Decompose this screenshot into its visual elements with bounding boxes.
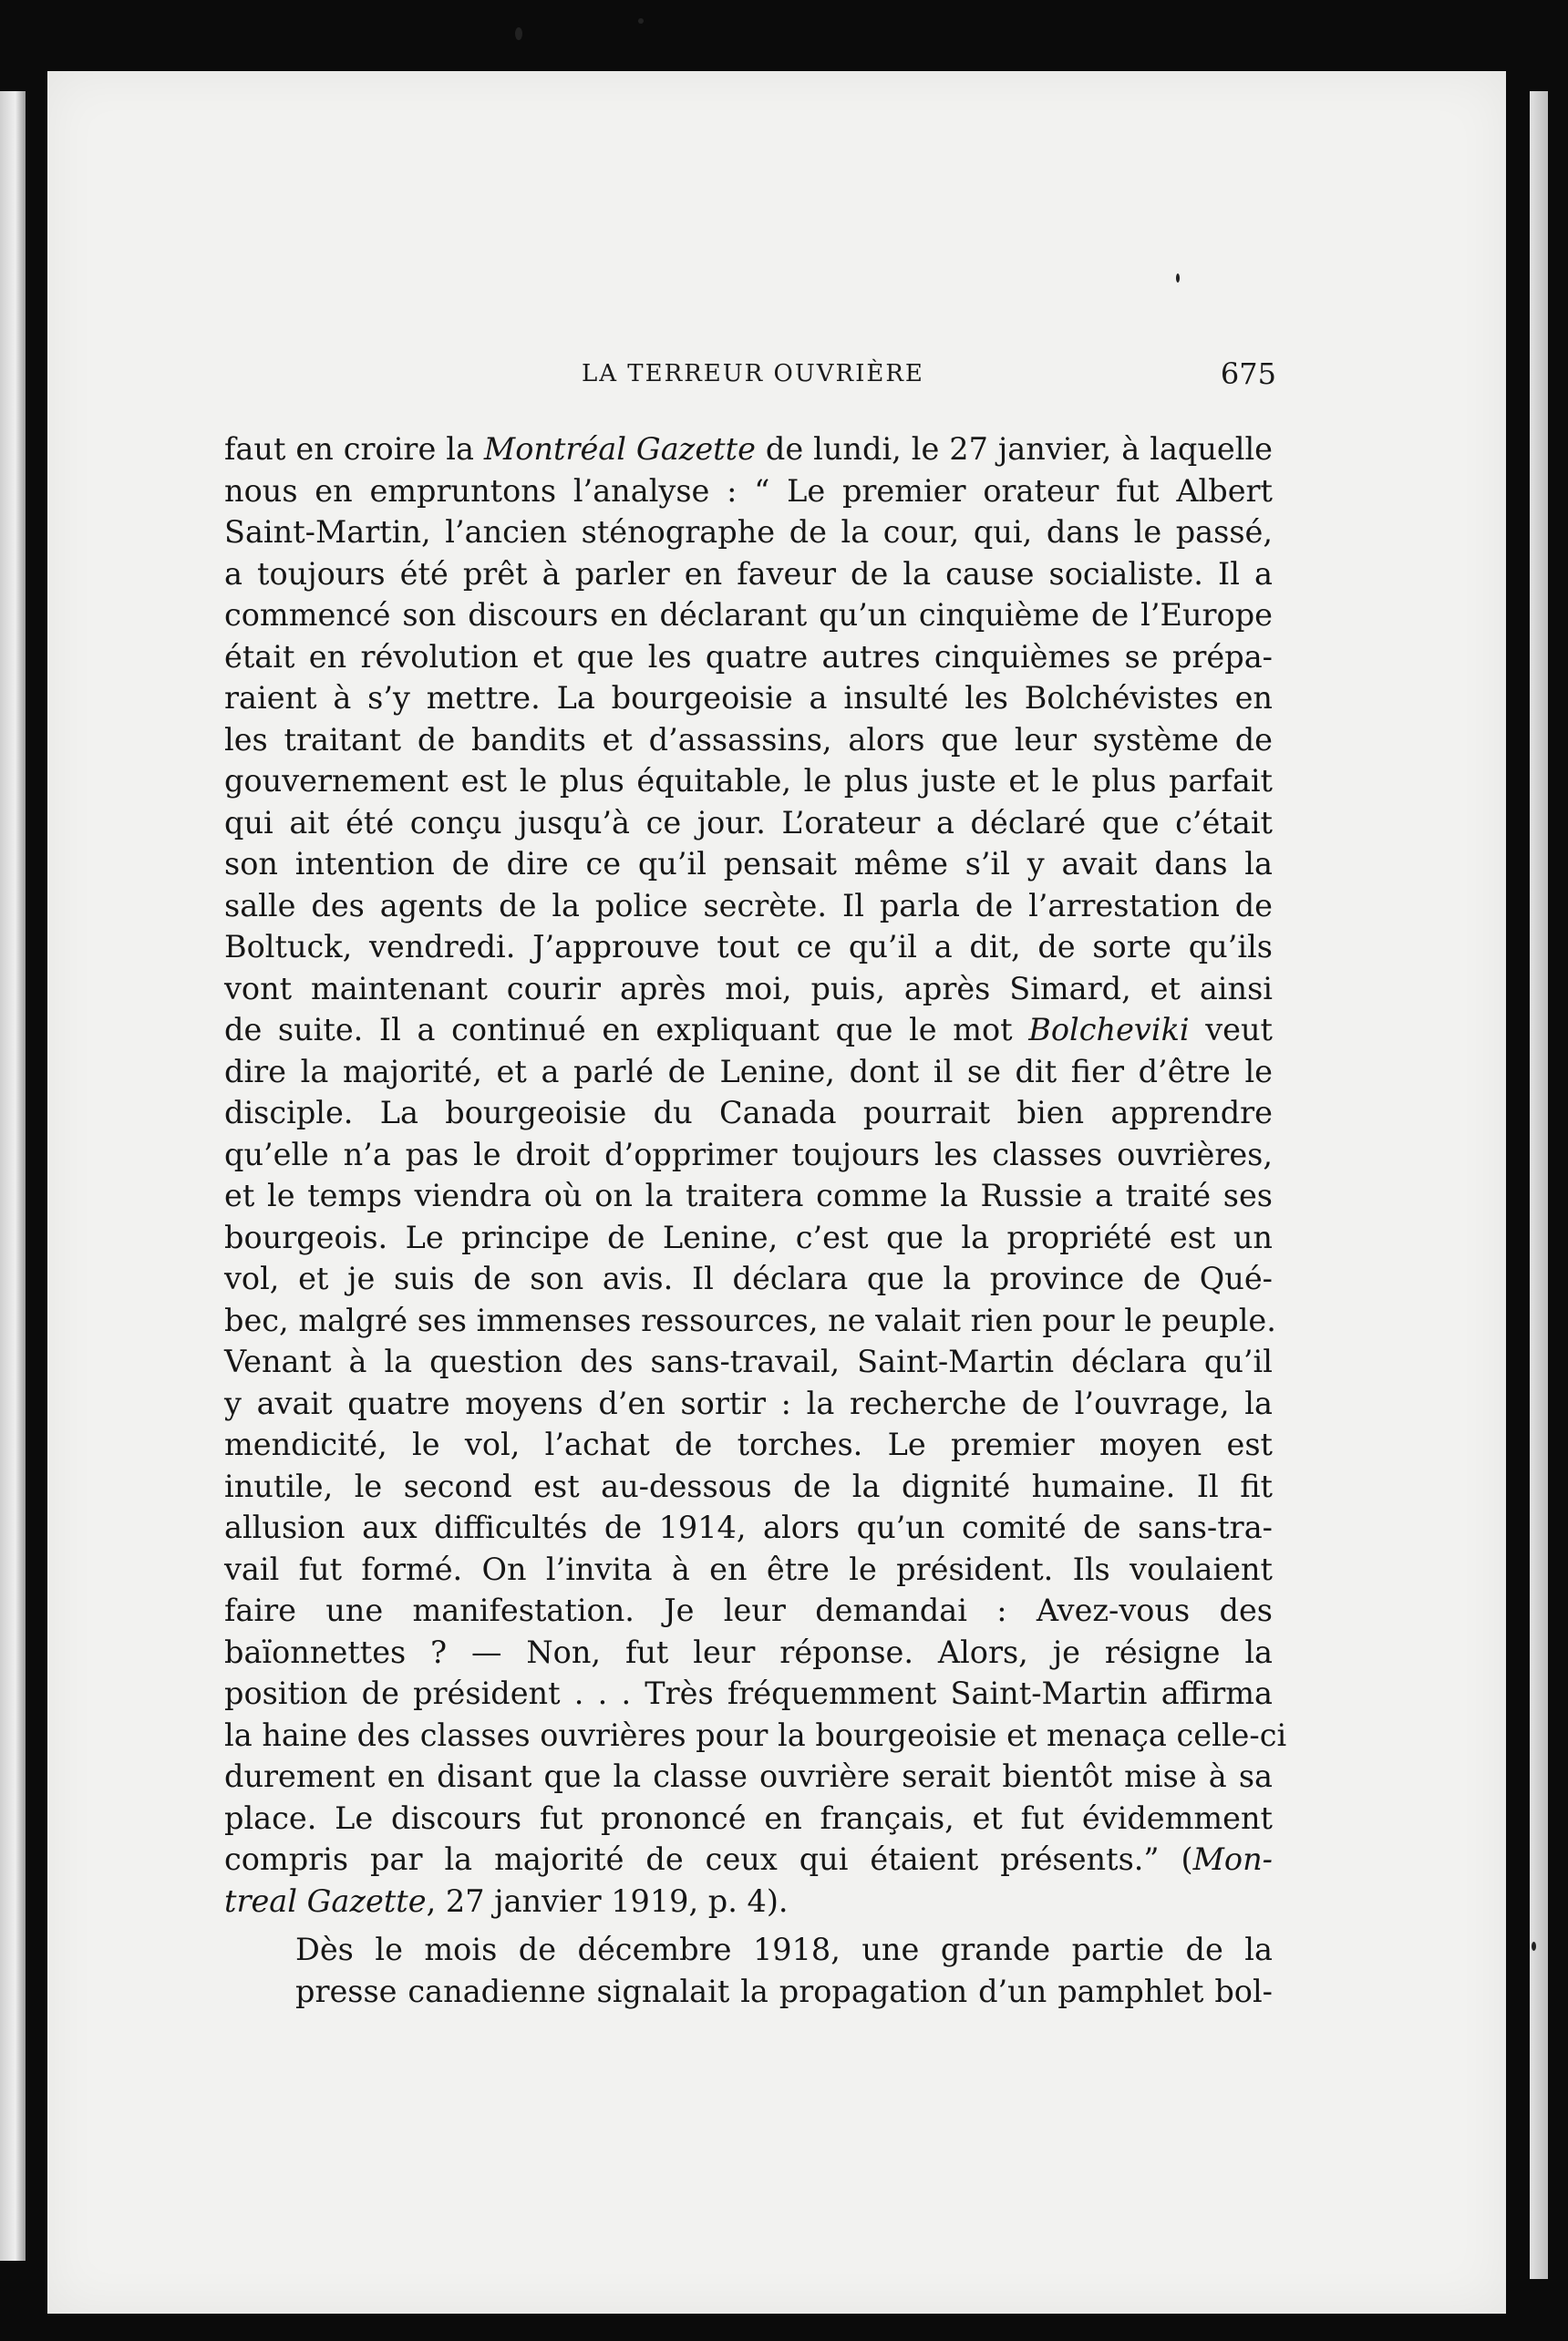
text-line: baïonnettes ? — Non, fut leur réponse. Alors, je résigne la [224, 1634, 1273, 1670]
text-line: qu’elle n’a pas le droit d’opprimer toujours les classes ouvrières, [224, 1136, 1273, 1172]
text-line: disciple. La bourgeoisie du Canada pourrait bien apprendre [224, 1095, 1273, 1130]
text-line: vol, et je suis de son avis. Il déclara que la province de Qué- [224, 1261, 1273, 1296]
scan-speck [1532, 1942, 1536, 1951]
text-line: son intention de dire ce qu’il pensait même s’il y avait dans la [224, 846, 1273, 882]
text-line: et le temps viendra où on la traitera comme la Russie a traité ses [224, 1178, 1273, 1213]
text-line: gouvernement est le plus équitable, le plus juste et le plus parfait [224, 763, 1273, 799]
text-line: place. Le discours fut prononcé en français, et fut évidemment [224, 1800, 1273, 1836]
paragraph [224, 428, 1287, 1922]
text-line: la haine des classes ouvrières pour la bourgeoisie et menaça celle-ci [224, 1717, 1287, 1753]
text-line: allusion aux difficultés de 1914, alors qu’un comité de sans-tra- [224, 1510, 1273, 1545]
scan-speck [1176, 273, 1180, 283]
text-line: vont maintenant courir après moi, puis, après Simard, et ainsi [224, 970, 1273, 1006]
scan-speck [515, 27, 522, 40]
text-line: position de président . . . Très fréquemment Saint-Martin affirma [224, 1676, 1273, 1711]
text-line: Venant à la question des sans-travail, Saint-Martin déclara qu’il [224, 1344, 1273, 1379]
text-line: bourgeois. Le principe de Lenine, c’est que la propriété est un [224, 1219, 1273, 1255]
italic-text: Mon- [1192, 1841, 1273, 1877]
running-head [228, 356, 1276, 397]
text-line: raient à s’y mettre. La bourgeoisie a insulté les Bolchévistes en [224, 680, 1273, 716]
text-line: y avait quatre moyens d’en sortir : la recherche de l’ouvrage, la [224, 1385, 1273, 1421]
text-line: Dès le mois de décembre 1918, une grande partie de la [295, 1932, 1273, 1967]
previous-page-edge [0, 91, 26, 2261]
text-line: Boltuck, vendredi. J’approuve tout ce qu’il a dit, de sorte qu’ils [224, 929, 1273, 964]
text-line: mendicité, le vol, l’achat de torches. Le premier moyen est [224, 1427, 1273, 1462]
text-line: les traitant de bandits et d’assassins, alors que leur système de [224, 721, 1273, 758]
text-line: faut en croire la Montréal Gazette de lundi, le 27 janvier, à laquelle [224, 431, 1274, 467]
italic-text: treal Gazette [224, 1882, 427, 1919]
text-line: bec, malgré ses immenses ressources, ne valait rien pour le peuple. [224, 1302, 1276, 1338]
text-line: commencé son discours en déclarant qu’un cinquième de l’Europe [224, 597, 1273, 633]
text-line: a toujours été prêt à parler en faveur de la cause socialiste. Il a [224, 555, 1273, 592]
text-line: faire une manifestation. Je leur demandai : Avez-vous des [224, 1593, 1273, 1628]
scan-speck [638, 18, 644, 24]
text-line: vail fut formé. On l’invita à en être le président. Ils voulaient [224, 1551, 1273, 1587]
running-title: LA TERREUR OUVRIÈRE [582, 360, 924, 387]
body-text [224, 428, 1287, 2012]
text-line: dire la majorité, et a parlé de Lenine, dont il se dit fier d’être le [224, 1053, 1273, 1089]
text-line: nous en empruntons l’analyse : “ Le premier orateur fut Albert [224, 472, 1273, 509]
text-line: presse canadienne signalait la propagation d’un pamphlet bol- [295, 1973, 1273, 2009]
text-line: était en révolution et que les quatre autres cinquièmes se prépa- [224, 638, 1273, 675]
text-line: compris par la majorité de ceux qui étaient présents.” (Mon- [224, 1841, 1273, 1877]
italic-text: Montréal Gazette [483, 431, 756, 467]
paragraph [224, 1929, 1273, 2012]
text-line: qui ait été conçu jusqu’à ce jour. L’orateur a déclaré que c’était [224, 804, 1273, 840]
text-line: treal Gazette, 27 janvier 1919, p. 4). [224, 1882, 789, 1919]
page-edge-shadow [1530, 91, 1548, 2279]
text-line: Saint-Martin, l’ancien sténographe de la cour, qui, dans le passé, [224, 514, 1273, 550]
italic-text: Bolcheviki [1028, 1012, 1190, 1047]
text-line: de suite. Il a continué en expliquant que le mot Bolcheviki veut [224, 1012, 1274, 1047]
page-number: 675 [1220, 356, 1276, 391]
text-line: inutile, le second est au-dessous de la dignité humaine. Il fit [224, 1468, 1273, 1504]
text-line: durement en disant que la classe ouvrière serait bientôt mise à sa [224, 1758, 1273, 1794]
text-line: salle des agents de la police secrète. Il parla de l’arrestation de [224, 887, 1273, 923]
